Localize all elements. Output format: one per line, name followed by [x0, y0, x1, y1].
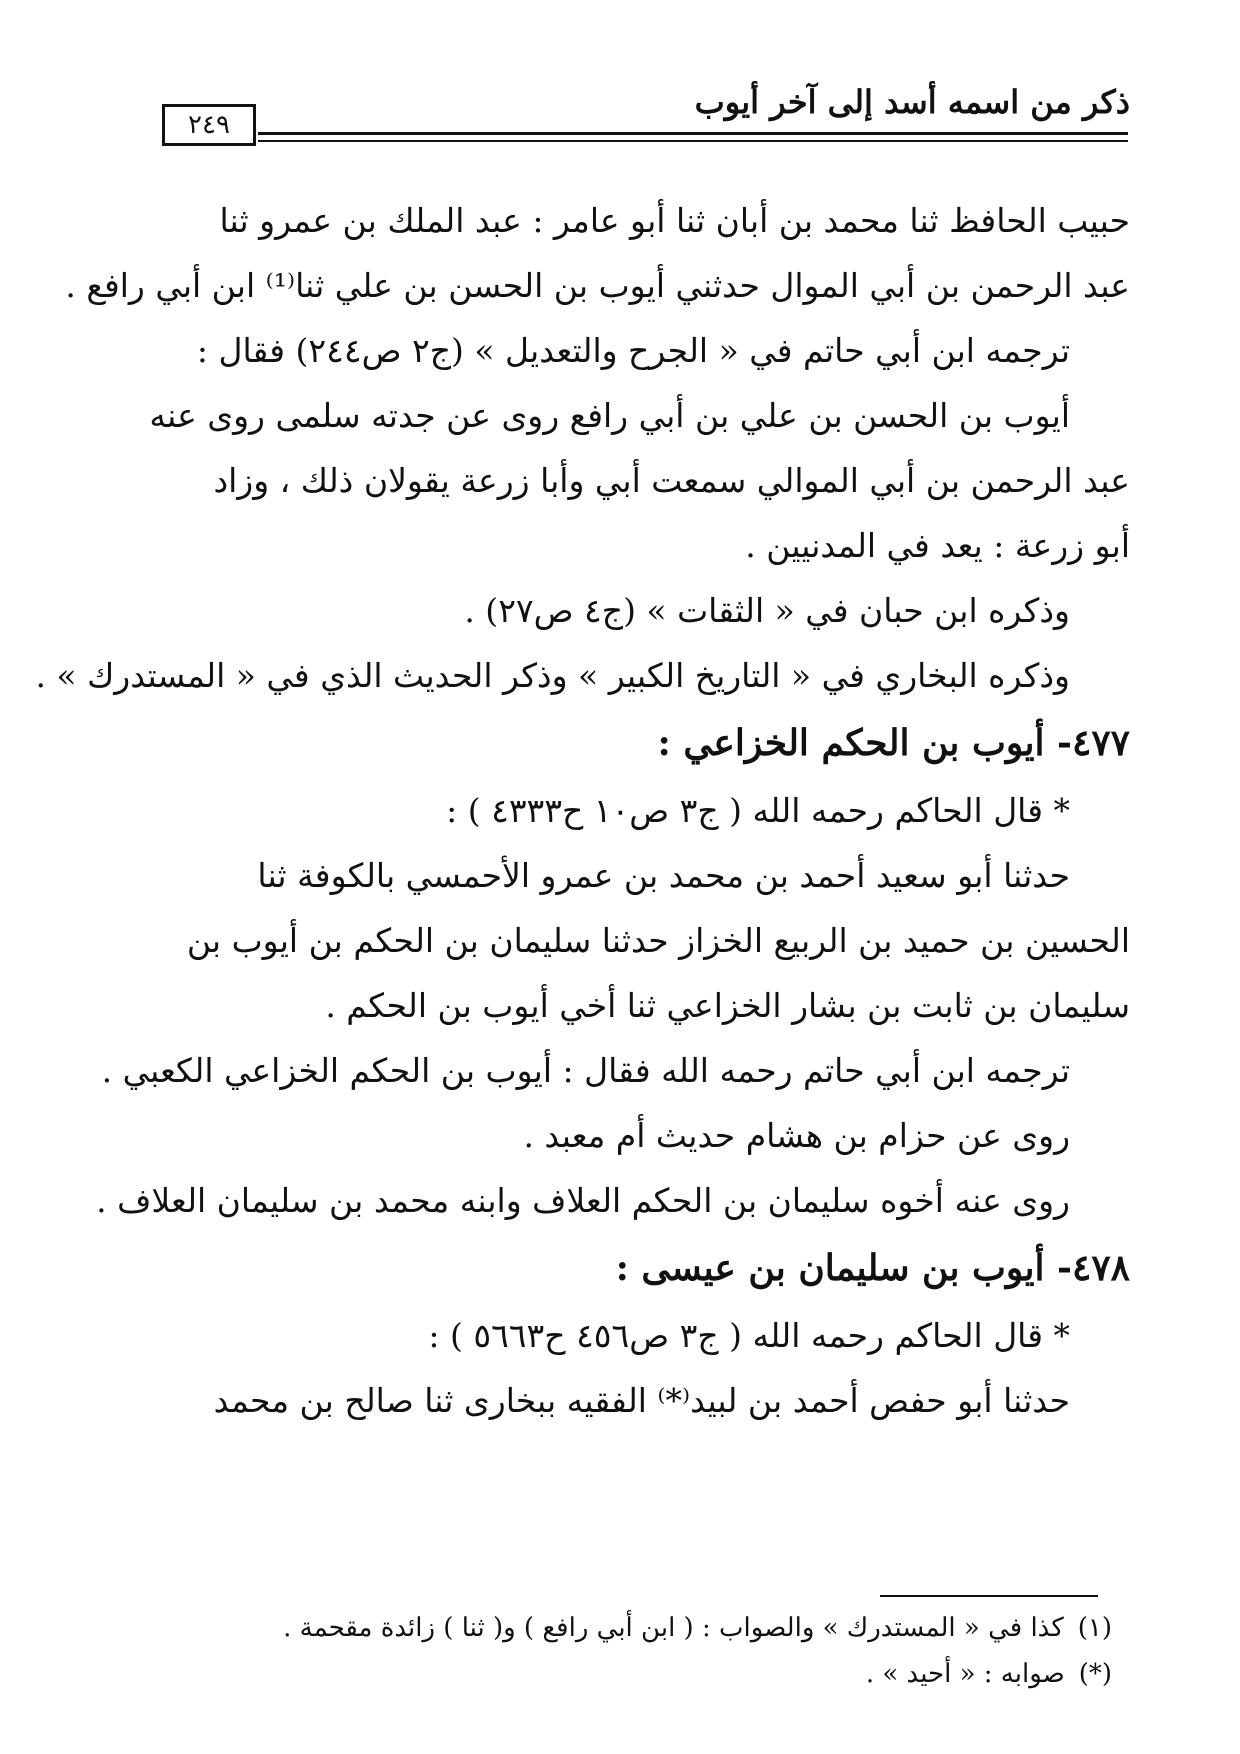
text-line: عبد الرحمن بن أبي الموال حدثني أيوب بن الحسن بن علي ثنا⁽¹⁾ ابن أبي رافع .: [65, 266, 1130, 305]
header-rule: [258, 132, 1128, 135]
text-line: روى عن حزام بن هشام حديث أم معبد .: [523, 1116, 1070, 1155]
running-title: ذكر من اسمه أسد إلى آخر أيوب: [694, 83, 1130, 121]
footnotes: [152, 1605, 1112, 1697]
text-line: * قال الحاكم رحمه الله ( ج٣ ص١٠ ح٤٣٣٣ ) :: [446, 791, 1070, 830]
footnote-marker: (*): [1078, 1659, 1112, 1689]
text-line: روى عنه أخوه سليمان بن الحكم العلاف وابنه محمد بن سليمان العلاف .: [96, 1181, 1070, 1220]
text-line: أبو زرعة : يعد في المدنيين .: [745, 526, 1130, 565]
text-line: عبد الرحمن بن أبي الموالي سمعت أبي وأبا زرعة يقولان ذلك ، وزاد: [213, 461, 1130, 500]
footnote: [152, 1605, 1112, 1651]
header-rule-secondary: [258, 140, 1128, 142]
text-line: حدثنا أبو حفص أحمد بن لبيد⁽*⁾ الفقيه ببخارى ثنا صالح بن محمد: [213, 1381, 1070, 1420]
footnote: [152, 1651, 1112, 1697]
text-line: ترجمه ابن أبي حاتم في « الجرح والتعديل » (ج٢ ص٢٤٤) فقال :: [196, 331, 1070, 370]
text-line: أيوب بن الحسن بن علي بن أبي رافع روى عن جدته سلمى روى عنه: [149, 396, 1070, 435]
entry-heading: ٤٧٨- أيوب بن سليمان بن عيسى :: [615, 1247, 1130, 1289]
text-line: ترجمه ابن أبي حاتم رحمه الله فقال : أيوب بن الحكم الخزاعي الكعبي .: [101, 1051, 1070, 1090]
text-line: وذكره ابن حبان في « الثقات » (ج٤ ص٢٧) .: [464, 591, 1070, 630]
entry-heading: ٤٧٧- أيوب بن الحكم الخزاعي :: [657, 722, 1130, 764]
text-line: حدثنا أبو سعيد أحمد بن محمد بن عمرو الأحمسي بالكوفة ثنا: [257, 856, 1070, 895]
footnote-text: كذا في « المستدرك » والصواب : ( ابن أبي رافع ) و( ثنا ) زائدة مقحمة .: [283, 1613, 1064, 1643]
footnote-text: صوابه : « أحيد » .: [865, 1659, 1065, 1689]
text-line: الحسين بن حميد بن الربيع الخزاز حدثنا سليمان بن الحكم بن أيوب بن: [186, 921, 1130, 960]
page-number: ٢٤٩: [162, 104, 256, 146]
footnote-marker: (١): [1077, 1613, 1112, 1643]
text-line: حبيب الحافظ ثنا محمد بن أبان ثنا أبو عامر : عبد الملك بن عمرو ثنا: [219, 201, 1130, 240]
footnote-rule: [880, 1595, 1098, 1597]
text-line: وذكره البخاري في « التاريخ الكبير » وذكر الحديث الذي في « المستدرك » .: [35, 656, 1070, 695]
text-line: * قال الحاكم رحمه الله ( ج٣ ص٤٥٦ ح٥٦٦٣ ) :: [428, 1316, 1070, 1355]
main-text: [35, 188, 1130, 1433]
text-line: سليمان بن ثابت بن بشار الخزاعي ثنا أخي أيوب بن الحكم .: [325, 986, 1130, 1025]
